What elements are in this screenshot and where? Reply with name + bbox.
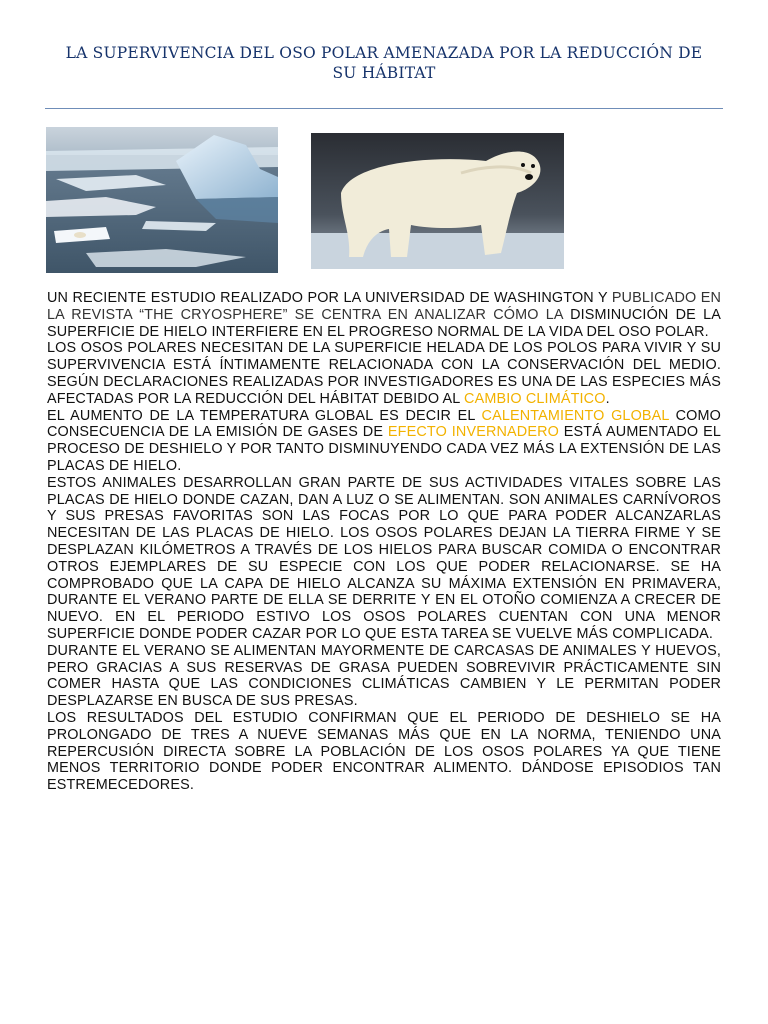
cambio-climatico-link[interactable]: CAMBIO CLIMÁTICO [464,390,606,407]
article-body [47,290,721,794]
title-divider [45,108,723,109]
calentamiento-global-link[interactable]: CALENTAMIENTO GLOBAL [481,407,670,424]
paragraph-1: UN RECIENTE ESTUDIO REALIZADO POR LA UNIVERSIDAD DE WASHINGTON Y PUBLICADO EN LA REVISTA “THE CRYOSPHERE” SE CENTRA EN ANALIZAR CÓMO LA DISMINUCIÓN DE LA SUPERFICIE DE HIELO INTERFIERE EN EL PROGRESO NORMAL DE LA VIDA DEL OSO POLAR. [47,290,722,340]
paragraph-2: LOS OSOS POLARES NECESITAN DE LA SUPERFICIE HELADA DE LOS POLOS PARA VIVIR Y SU SUPERVIVENCIA ESTÁ ÍNTIMAMENTE RELACIONADA CON LA CONSERVACIÓN DEL MEDIO. SEGÚN DECLARACIONES REALIZADAS POR INVESTIGADORES ES UNA DE LAS ESPECIES MÁS AFECTADAS POR LA REDUCCIÓN DEL HÁBITAT DEBIDO AL CAMBIO CLIMÁTICO. [47,340,721,407]
paragraph-3: EL AUMENTO DE LA TEMPERATURA GLOBAL ES DECIR EL CALENTAMIENTO GLOBAL COMO CONSECUENCIA DE LA EMISIÓN DE GASES DE EFECTO INVERNADERO ESTÁ AUMENTADO EL PROCESO DE DESHIELO Y POR TANTO DISMINUYENDO CADA VEZ MÁS LA EXTENSIÓN DE LAS PLACAS DE HIELO. [47,407,721,474]
paragraph-4: ESTOS ANIMALES DESARROLLAN GRAN PARTE DE SUS ACTIVIDADES VITALES SOBRE LAS PLACAS DE HIELO DONDE CAZAN, DAN A LUZ O SE ALIMENTAN. SON ANIMALES CARNÍVOROS Y SUS PRESAS FAVORITAS SON LAS FOCAS POR LO QUE PARA PODER ALCANZARLAS NECESITAN DE LAS PLACAS DE HIELO. LOS OSOS POLARES DEJAN LA TIERRA FIRME Y SE DESPLAZAN KILÓMETROS A TRAVÉS DE LOS HIELOS PARA BUSCAR COMIDA O ENCONTRAR OTROS EJEMPLARES DE SU ESPECIE CON LOS QUE PODER RELACIONARSE. SE HA COMPROBADO QUE LA CAPA DE HIELO ALCANZA SU MÁXIMA EXTENSIÓN EN PRIMAVERA, DURANTE EL VERANO PARTE DE ELLA SE DERRITE Y EN EL OTOÑO COMIENZA A CRECER DE NUEVO. EN EL PERIODO ESTIVO LOS OSOS POLARES CUENTAN CON UNA MENOR SUPERFICIE DONDE PODER CAZAR POR LO QUE ESTA TAREA SE VUELVE MÁS COMPLICADA. [47,474,721,642]
iceberg-image [46,127,278,273]
page-title: LA SUPERVIVENCIA DEL OSO POLAR AMENAZADA POR LA REDUCCIÓN DE SU HÁBITAT [65,44,703,82]
paragraph-5: DURANTE EL VERANO SE ALIMENTAN MAYORMENTE DE CARCASAS DE ANIMALES Y HUEVOS, PERO GRACIAS A SUS RESERVAS DE GRASA PUEDEN SOBREVIVIR PRÁCTICAMENTE SIN COMER HASTA QUE LAS CONDICIONES CLIMÁTICAS CAMBIEN Y LE PERMITAN PODER DESPLAZARSE EN BUSCA DE SUS PRESAS. [47,642,721,710]
efecto-invernadero-link[interactable]: EFECTO INVERNADERO [387,424,559,441]
paragraph-6: LOS RESULTADOS DEL ESTUDIO CONFIRMAN QUE EL PERIODO DE DESHIELO SE HA PROLONGADO DE TRES A NUEVE SEMANAS MÁS QUE EN LA NORMA, TENIENDO UNA REPERCUSIÓN DIRECTA SOBRE LA POBLACIÓN DE LOS OSOS POLARES YA QUE TIENE MENOS TERRITORIO DONDE PODER ENCONTRAR ALIMENTO. DÁNDOSE EPISODIOS TAN ESTREMECEDORES. [47,709,721,794]
polar-bear-image [311,133,564,269]
